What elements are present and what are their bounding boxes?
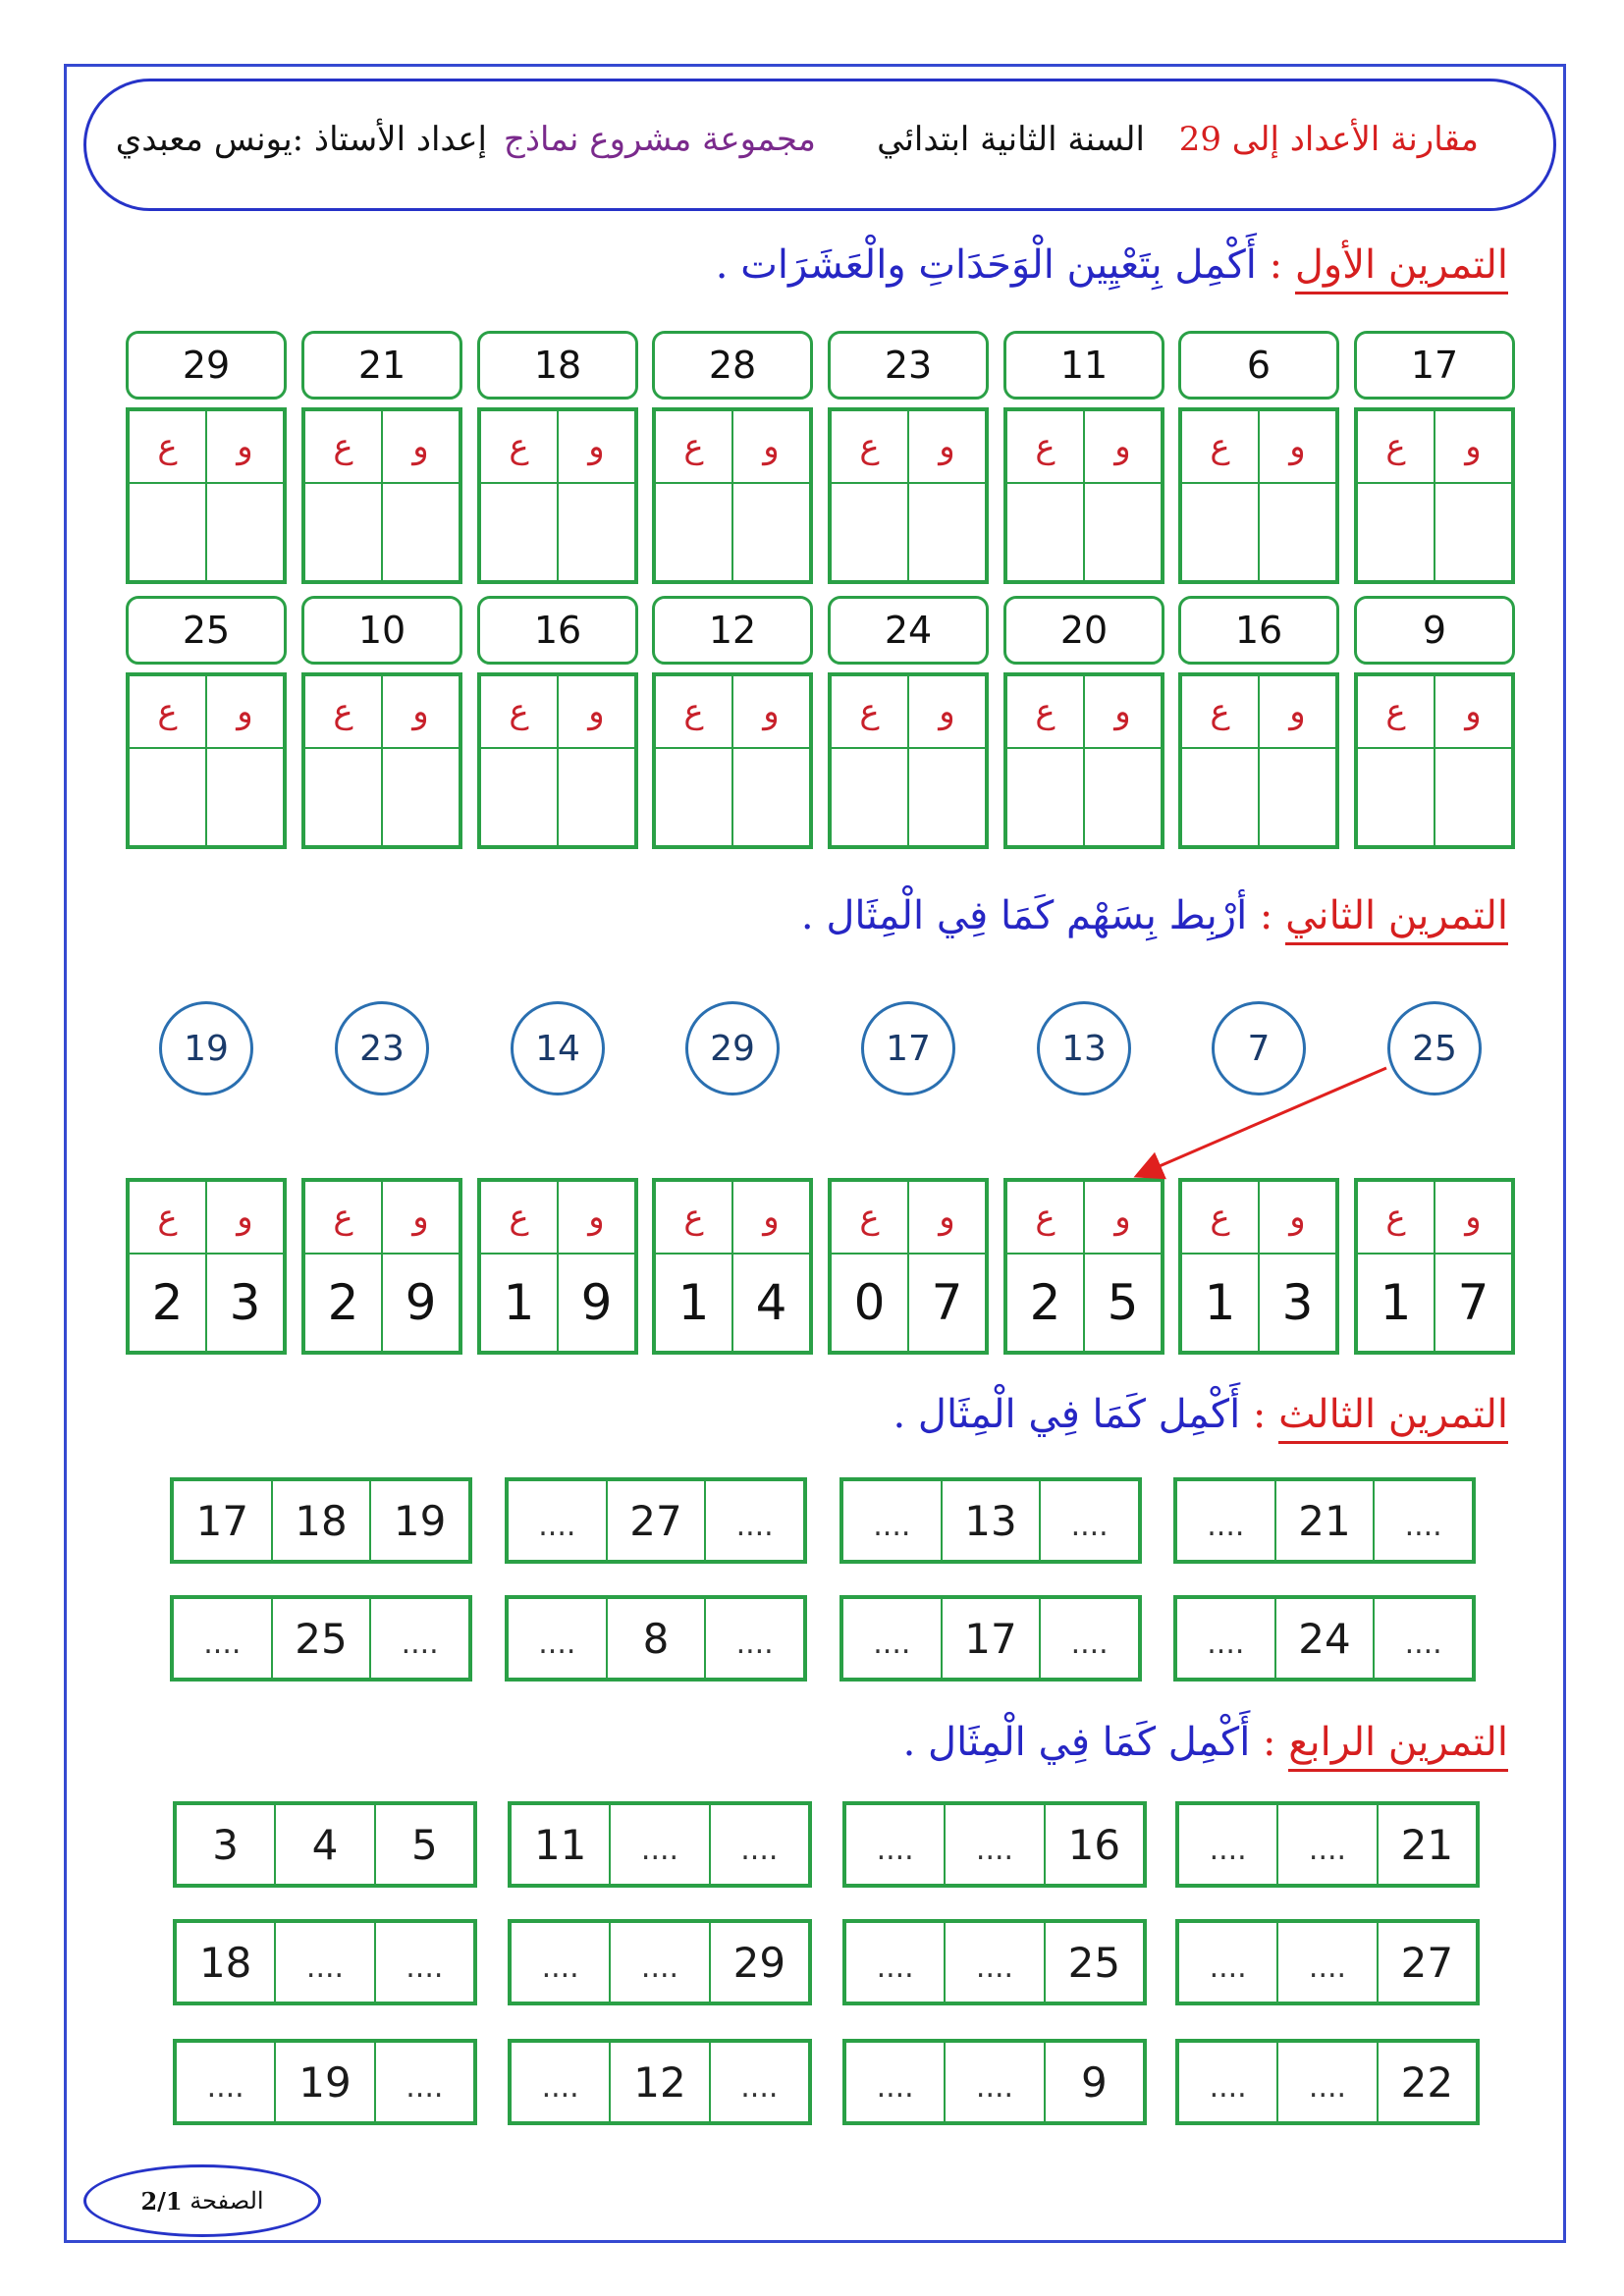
tens-header: ع [831, 410, 908, 483]
number-cell: 25 [272, 1598, 371, 1679]
blank-cell[interactable]: .... [845, 2042, 945, 2122]
tens-header: ع [1006, 410, 1084, 483]
blank-cell[interactable]: .... [275, 1922, 374, 2002]
blank-cell[interactable]: .... [705, 1480, 804, 1561]
exercise1-instruction: أَكْمِل بِتَعْيِين الْوَحَدَاتِ والْعَشَرَات . [715, 242, 1257, 288]
blank-cell[interactable]: .... [1040, 1480, 1139, 1561]
exercise2-instruction: أرْبِط بِسَهْم كَمَا فِي الْمِثَال . [800, 893, 1248, 938]
tens-header: ع [1357, 675, 1435, 748]
number-circle[interactable]: 7 [1212, 1001, 1306, 1095]
blank-cell[interactable]: .... [945, 1804, 1044, 1885]
tens-header: ع [129, 1181, 206, 1254]
tens-header: ع [129, 410, 206, 483]
tens-header: ع [1006, 675, 1084, 748]
number-circle[interactable]: 25 [1387, 1001, 1482, 1095]
number-cell: 11 [511, 1804, 610, 1885]
units-digit: 3 [206, 1254, 284, 1352]
blank-cell[interactable]: .... [705, 1598, 804, 1679]
number-cell: 18 [176, 1922, 275, 2002]
blank-cell[interactable]: .... [511, 2042, 610, 2122]
tens-digit: 1 [1357, 1254, 1435, 1352]
number-cell: 25 [1045, 1922, 1144, 2002]
tens-header: ع [1006, 1181, 1084, 1254]
blank-cell[interactable]: .... [375, 1922, 474, 2002]
sequence-strip [842, 1801, 1147, 1888]
number-box: 21 [301, 331, 462, 400]
units-header: و [1435, 410, 1512, 483]
blank-cell[interactable]: .... [173, 1598, 272, 1679]
number-box: 6 [1178, 331, 1339, 400]
blank-cell[interactable]: .... [370, 1598, 469, 1679]
number-cell: 12 [610, 2042, 709, 2122]
units-header: و [732, 410, 810, 483]
units-header: و [908, 1181, 986, 1254]
blank-cell[interactable]: .... [845, 1922, 945, 2002]
blank-cell[interactable]: .... [842, 1598, 942, 1679]
blank-cell[interactable]: .... [1176, 1598, 1275, 1679]
exercise2-title: التمرين الثاني : أرْبِط بِسَهْم كَمَا فِي الْمِثَال . [801, 893, 1508, 938]
number-cell: 4 [275, 1804, 374, 1885]
number-cell: 24 [1275, 1598, 1375, 1679]
exercise4-instruction: أَكْمِل كَمَا فِي الْمِثَال . [902, 1720, 1251, 1765]
units-header: و [1435, 675, 1512, 748]
number-cell: 21 [1378, 1804, 1477, 1885]
blank-cell[interactable]: .... [1277, 1804, 1377, 1885]
blank-cell[interactable]: .... [1178, 1804, 1277, 1885]
tens-digit: 1 [655, 1254, 732, 1352]
tens-digit: 2 [129, 1254, 206, 1352]
units-digit: 4 [732, 1254, 810, 1352]
group-name: مجموعة مشروع نماذج [503, 120, 816, 159]
tens-header: ع [304, 1181, 382, 1254]
grade-level: السنة الثانية ابتدائي [877, 120, 1145, 159]
number-box: 28 [652, 331, 813, 400]
sequence-strip [508, 2039, 812, 2125]
blank-cell[interactable]: .... [511, 1922, 610, 2002]
number-cell: 22 [1378, 2042, 1477, 2122]
tens-header: ع [831, 1181, 908, 1254]
sequence-strip [508, 1919, 812, 2005]
exercise1-title: التمرين الأول : أَكْمِل بِتَعْيِين الْوَحَدَاتِ والْعَشَرَات . [716, 242, 1508, 288]
worksheet-title: مقارنة الأعداد إلى 29 [1178, 120, 1479, 159]
blank-cell[interactable]: .... [508, 1480, 607, 1561]
units-header: و [206, 410, 284, 483]
blank-cell[interactable]: .... [845, 1804, 945, 1885]
number-box: 16 [477, 596, 638, 665]
number-cell: 27 [1378, 1922, 1477, 2002]
number-circle[interactable]: 23 [335, 1001, 429, 1095]
sequence-strip [173, 1919, 477, 2005]
number-box: 23 [828, 331, 989, 400]
page-number-badge [83, 2164, 321, 2237]
blank-cell[interactable]: .... [1277, 2042, 1377, 2122]
tens-digit: 2 [304, 1254, 382, 1352]
number-cell: 27 [607, 1480, 706, 1561]
units-digit: 9 [382, 1254, 460, 1352]
sequence-strip [1175, 1801, 1480, 1888]
number-cell: 29 [710, 1922, 809, 2002]
blank-cell[interactable]: .... [176, 2042, 275, 2122]
exercise1-label: التمرين الأول [1295, 242, 1508, 294]
sequence-strip [842, 1919, 1147, 2005]
tens-header: ع [480, 1181, 558, 1254]
tens-digit: 1 [1181, 1254, 1259, 1352]
exercise4-title: التمرين الرابع : أَكْمِل كَمَا فِي الْمِثَال . [903, 1720, 1508, 1765]
blank-cell[interactable]: .... [375, 2042, 474, 2122]
number-cell: 19 [370, 1480, 469, 1561]
blank-cell[interactable]: .... [1040, 1598, 1139, 1679]
tens-header: ع [304, 410, 382, 483]
blank-cell[interactable]: .... [842, 1480, 942, 1561]
tens-header: ع [1181, 410, 1259, 483]
number-box: 18 [477, 331, 638, 400]
tens-header: ع [480, 675, 558, 748]
number-cell: 5 [375, 1804, 474, 1885]
blank-cell[interactable]: .... [610, 1804, 709, 1885]
number-cell: 17 [942, 1598, 1041, 1679]
exercise3-title: التمرين الثالث : أَكْمِل كَمَا فِي الْمِثَال . [893, 1392, 1508, 1437]
sequence-strip [1175, 2039, 1480, 2125]
sequence-strip [170, 1477, 472, 1564]
blank-cell[interactable]: .... [610, 1922, 709, 2002]
tens-header: ع [655, 1181, 732, 1254]
tens-digit: 2 [1006, 1254, 1084, 1352]
number-box: 11 [1003, 331, 1164, 400]
number-cell: 18 [272, 1480, 371, 1561]
units-header: و [382, 1181, 460, 1254]
units-digit: 7 [908, 1254, 986, 1352]
sequence-strip [1175, 1919, 1480, 2005]
blank-cell[interactable]: .... [945, 1922, 1044, 2002]
exercise4-label: التمرين الرابع [1288, 1720, 1508, 1772]
number-cell: 17 [173, 1480, 272, 1561]
tens-header: ع [655, 410, 732, 483]
units-header: و [1435, 1181, 1512, 1254]
sequence-strip [173, 2039, 477, 2125]
units-header: و [558, 675, 635, 748]
number-box: 10 [301, 596, 462, 665]
number-box: 12 [652, 596, 813, 665]
units-digit: 7 [1435, 1254, 1512, 1352]
units-digit: 5 [1084, 1254, 1162, 1352]
exercise3-instruction: أَكْمِل كَمَا فِي الْمِثَال . [893, 1392, 1241, 1437]
blank-cell[interactable]: .... [710, 2042, 809, 2122]
number-box: 17 [1354, 331, 1515, 400]
sequence-strip [170, 1595, 472, 1682]
blank-cell[interactable]: .... [1178, 1922, 1277, 2002]
tens-header: ع [480, 410, 558, 483]
number-cell: 3 [176, 1804, 275, 1885]
sequence-strip [505, 1477, 807, 1564]
tens-header: ع [1181, 675, 1259, 748]
blank-cell[interactable]: .... [508, 1598, 607, 1679]
sequence-strip [173, 1801, 477, 1888]
units-header: و [1259, 410, 1336, 483]
units-header: و [382, 675, 460, 748]
number-box: 29 [126, 331, 287, 400]
units-header: و [1259, 1181, 1336, 1254]
arrow-line [1139, 1068, 1386, 1175]
tens-digit: 0 [831, 1254, 908, 1352]
number-box: 20 [1003, 596, 1164, 665]
units-header: و [382, 410, 460, 483]
blank-cell[interactable]: .... [710, 1804, 809, 1885]
units-digit: 9 [558, 1254, 635, 1352]
number-box: 24 [828, 596, 989, 665]
units-digit: 3 [1259, 1254, 1336, 1352]
sequence-strip [839, 1477, 1142, 1564]
units-header: و [908, 410, 986, 483]
number-cell: 16 [1045, 1804, 1144, 1885]
sequence-strip [508, 1801, 812, 1888]
number-circle[interactable]: 17 [861, 1001, 955, 1095]
sequence-strip [505, 1595, 807, 1682]
page-number: 2/1 [140, 2186, 183, 2216]
blank-cell[interactable]: .... [1176, 1480, 1275, 1561]
number-circle[interactable]: 14 [511, 1001, 605, 1095]
units-header: و [558, 410, 635, 483]
author-name: إعداد الأستاذ :يونس معبدي [115, 120, 487, 159]
number-circle[interactable]: 13 [1037, 1001, 1131, 1095]
blank-cell[interactable]: .... [1374, 1598, 1473, 1679]
blank-cell[interactable]: .... [1178, 2042, 1277, 2122]
units-header: و [1084, 410, 1162, 483]
tens-header: ع [831, 675, 908, 748]
units-header: و [1259, 675, 1336, 748]
blank-cell[interactable]: .... [1374, 1480, 1473, 1561]
number-cell: 8 [607, 1598, 706, 1679]
units-header: و [1084, 1181, 1162, 1254]
number-cell: 13 [942, 1480, 1041, 1561]
units-header: و [908, 675, 986, 748]
units-header: و [1084, 675, 1162, 748]
units-header: و [732, 1181, 810, 1254]
tens-header: ع [1181, 1181, 1259, 1254]
number-box: 16 [1178, 596, 1339, 665]
tens-header: ع [304, 675, 382, 748]
number-cell: 19 [275, 2042, 374, 2122]
tens-header: ع [1357, 410, 1435, 483]
blank-cell[interactable]: .... [945, 2042, 1044, 2122]
units-header: و [206, 1181, 284, 1254]
tens-header: ع [129, 675, 206, 748]
number-box: 9 [1354, 596, 1515, 665]
sequence-strip [1173, 1595, 1476, 1682]
number-cell: 9 [1045, 2042, 1144, 2122]
sequence-strip [842, 2039, 1147, 2125]
number-box: 25 [126, 596, 287, 665]
number-cell: 21 [1275, 1480, 1375, 1561]
blank-cell[interactable]: .... [1277, 1922, 1377, 2002]
exercise3-label: التمرين الثالث [1278, 1392, 1508, 1444]
tens-header: ع [1357, 1181, 1435, 1254]
page-label: الصفحة [189, 2187, 264, 2215]
units-header: و [732, 675, 810, 748]
units-header: و [206, 675, 284, 748]
tens-header: ع [655, 675, 732, 748]
exercise2-label: التمرين الثاني [1285, 893, 1508, 945]
sequence-strip [1173, 1477, 1476, 1564]
tens-digit: 1 [480, 1254, 558, 1352]
number-circle[interactable]: 29 [685, 1001, 780, 1095]
units-header: و [558, 1181, 635, 1254]
sequence-strip [839, 1595, 1142, 1682]
number-circle[interactable]: 19 [159, 1001, 253, 1095]
